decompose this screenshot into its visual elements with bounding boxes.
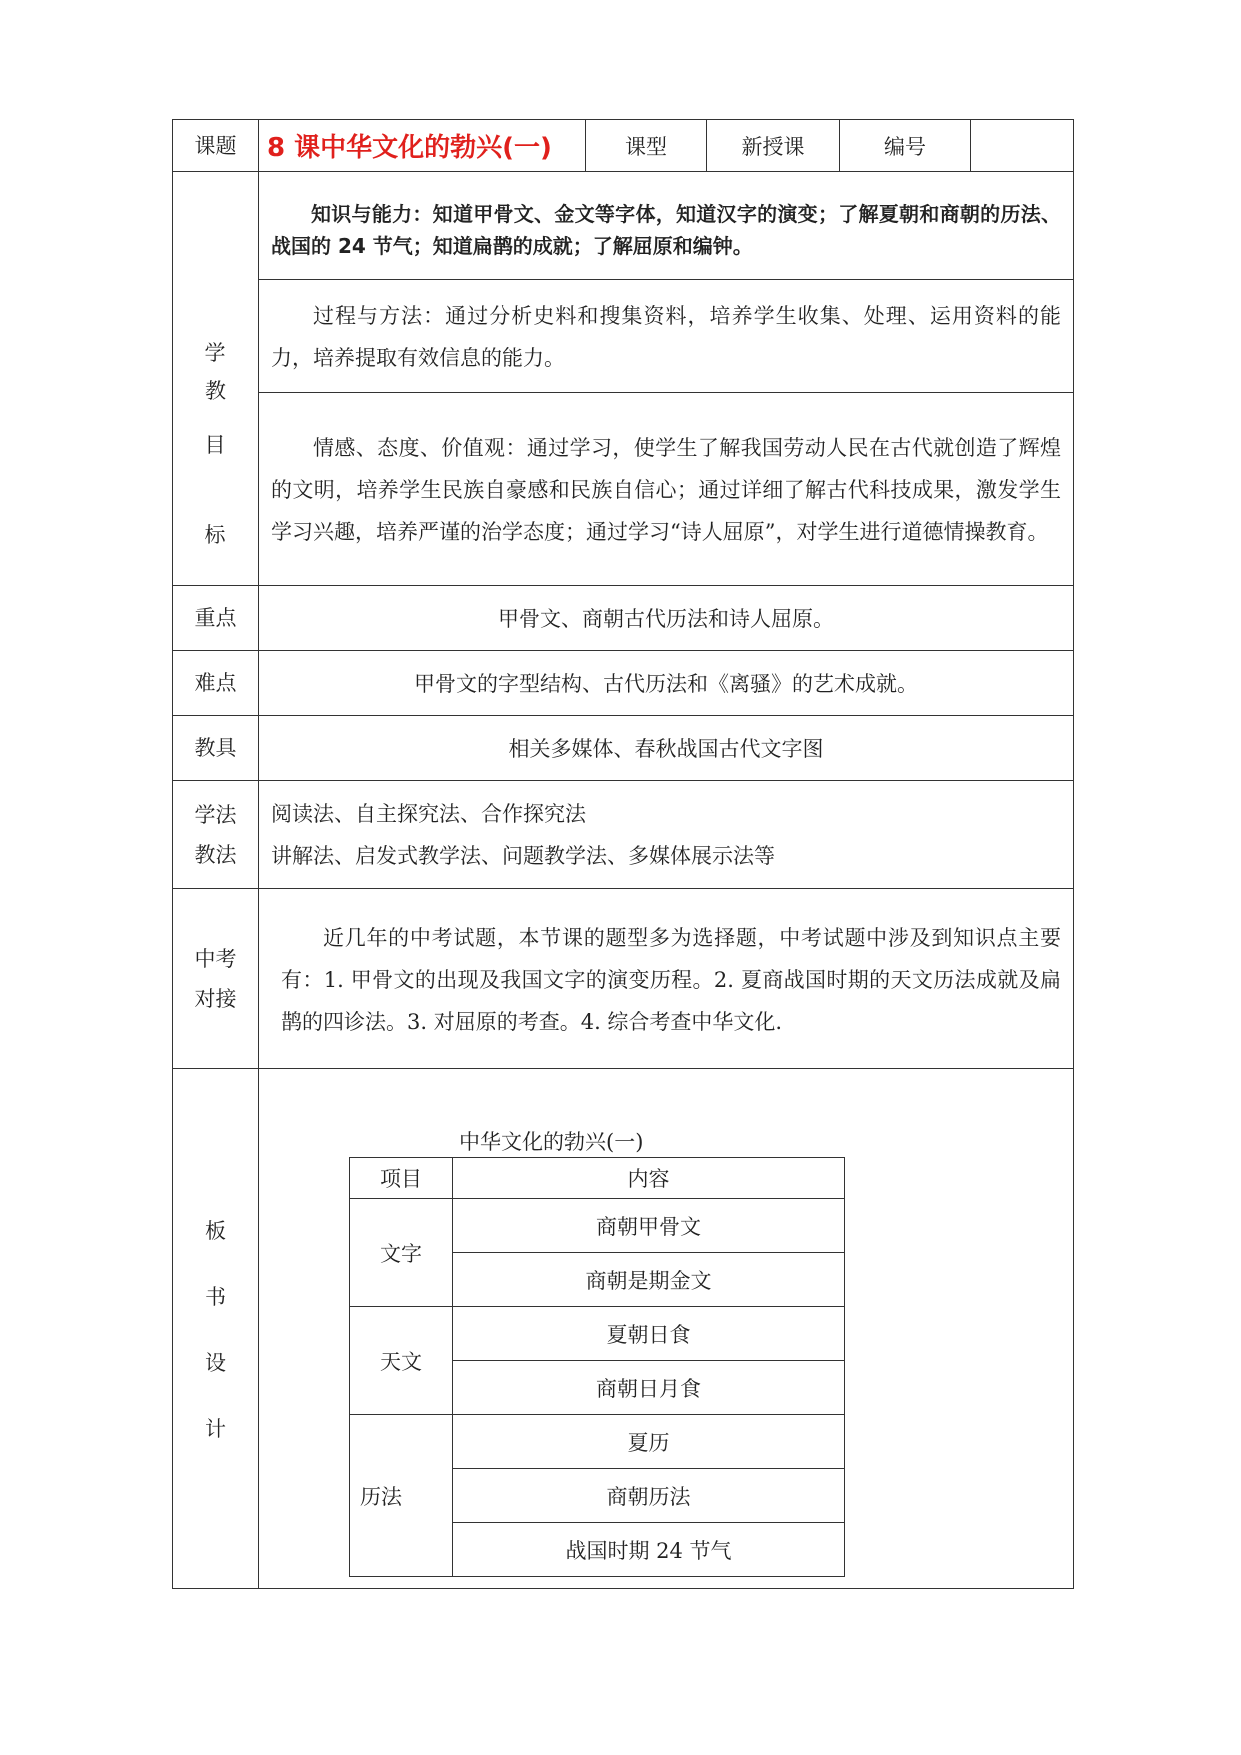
- objectives-label-char: 标: [204, 523, 226, 547]
- key-points-label: 重点: [173, 586, 259, 651]
- lesson-title: 8 课中华文化的勃兴(一): [259, 120, 586, 172]
- board-item: 历法: [350, 1415, 453, 1577]
- objectives-label-char: 目: [204, 433, 226, 457]
- board-label: [173, 1069, 259, 1589]
- board-label-char: 计: [205, 1416, 226, 1441]
- number-value: [971, 120, 1074, 172]
- exam-text: 近几年的中考试题，本节课的题型多为选择题，中考试题中涉及到知识点主要有：1. 甲骨文的出现及我国文字的演变历程。2. 夏商战国时期的天文历法成就及扁鹊的四诊法。3. 对屈原的考查。4. 综合考查中华文化.: [259, 889, 1074, 1069]
- tools-row: [173, 716, 1074, 781]
- tools-value: 相关多媒体、春秋战国古代文字图: [259, 716, 1074, 781]
- lesson-plan-sheet: [172, 119, 1073, 1589]
- methods-label-line1: 学法: [194, 802, 237, 827]
- type-value: 新授课: [707, 120, 840, 172]
- methods-value: [259, 781, 1074, 889]
- exam-label-line2: 对接: [194, 986, 237, 1011]
- key-points-value: 甲骨文、商朝古代历法和诗人屈原。: [259, 586, 1074, 651]
- exam-row: [173, 889, 1074, 1069]
- board-label-char: 板: [205, 1218, 226, 1243]
- objective-knowledge-row: [173, 172, 1074, 280]
- board-col-content: 内容: [453, 1158, 845, 1199]
- objectives-label-char: 学: [204, 341, 226, 365]
- learning-methods: 阅读法、自主探究法、合作探究法: [271, 801, 586, 826]
- board-title: 中华文化的勃兴(一): [459, 1130, 644, 1154]
- board-content: 商朝是期金文: [453, 1253, 845, 1307]
- methods-label-line2: 教法: [194, 842, 237, 867]
- number-label: 编号: [840, 120, 971, 172]
- objective-emotion: 情感、态度、价值观：通过学习，使学生了解我国劳动人民在古代就创造了辉煌的文明，培养学生民族自豪感和民族自信心；通过详细了解古代科技成果，激发学生学习兴趣，培养严谨的治学态度；通过学习“诗人屈原”，对学生进行道德情操教育。: [259, 393, 1074, 586]
- board-content: 商朝甲骨文: [453, 1199, 845, 1253]
- exam-label: [173, 889, 259, 1069]
- key-points-row: [173, 586, 1074, 651]
- objective-process: 过程与方法：通过分析史料和搜集资料，培养学生收集、处理、运用资料的能力，培养提取有效信息的能力。: [259, 280, 1074, 393]
- objectives-label: [173, 172, 259, 586]
- board-col-item: 项目: [350, 1158, 453, 1199]
- topic-label: 课题: [173, 120, 259, 172]
- board-content: 夏历: [453, 1415, 845, 1469]
- board-content: 夏朝日食: [453, 1307, 845, 1361]
- objectives-label-char: 教: [205, 378, 226, 403]
- methods-row: [173, 781, 1074, 889]
- board-table: [349, 1157, 845, 1577]
- lesson-plan-table: [172, 119, 1074, 1589]
- tools-label: 教具: [173, 716, 259, 781]
- board-design: [259, 1069, 1074, 1589]
- teaching-methods: 讲解法、启发式教学法、问题教学法、多媒体展示法等: [271, 843, 775, 868]
- objective-emotion-row: [173, 393, 1074, 586]
- difficulties-row: [173, 651, 1074, 716]
- board-header-row: [350, 1158, 845, 1199]
- board-content: 商朝历法: [453, 1469, 845, 1523]
- methods-label: [173, 781, 259, 889]
- type-label: 课型: [586, 120, 707, 172]
- difficulties-value: 甲骨文的字型结构、古代历法和《离骚》的艺术成就。: [259, 651, 1074, 716]
- board-label-char: 书: [205, 1284, 226, 1309]
- board-item: 天文: [350, 1307, 453, 1415]
- exam-label-line1: 中考: [194, 946, 237, 971]
- board-label-char: 设: [205, 1350, 226, 1375]
- board-row: [173, 1069, 1074, 1589]
- objective-process-row: [173, 280, 1074, 393]
- table-row: [350, 1199, 845, 1253]
- board-item: 文字: [350, 1199, 453, 1307]
- board-content: 战国时期 24 节气: [453, 1523, 845, 1577]
- objective-knowledge: 知识与能力：知道甲骨文、金文等字体，知道汉字的演变；了解夏朝和商朝的历法、战国的 24 节气；知道扁鹊的成就；了解屈原和编钟。: [259, 172, 1074, 280]
- board-content: 商朝日月食: [453, 1361, 845, 1415]
- header-row: [173, 120, 1074, 172]
- table-row: [350, 1307, 845, 1361]
- difficulties-label: 难点: [173, 651, 259, 716]
- table-row: [350, 1415, 845, 1469]
